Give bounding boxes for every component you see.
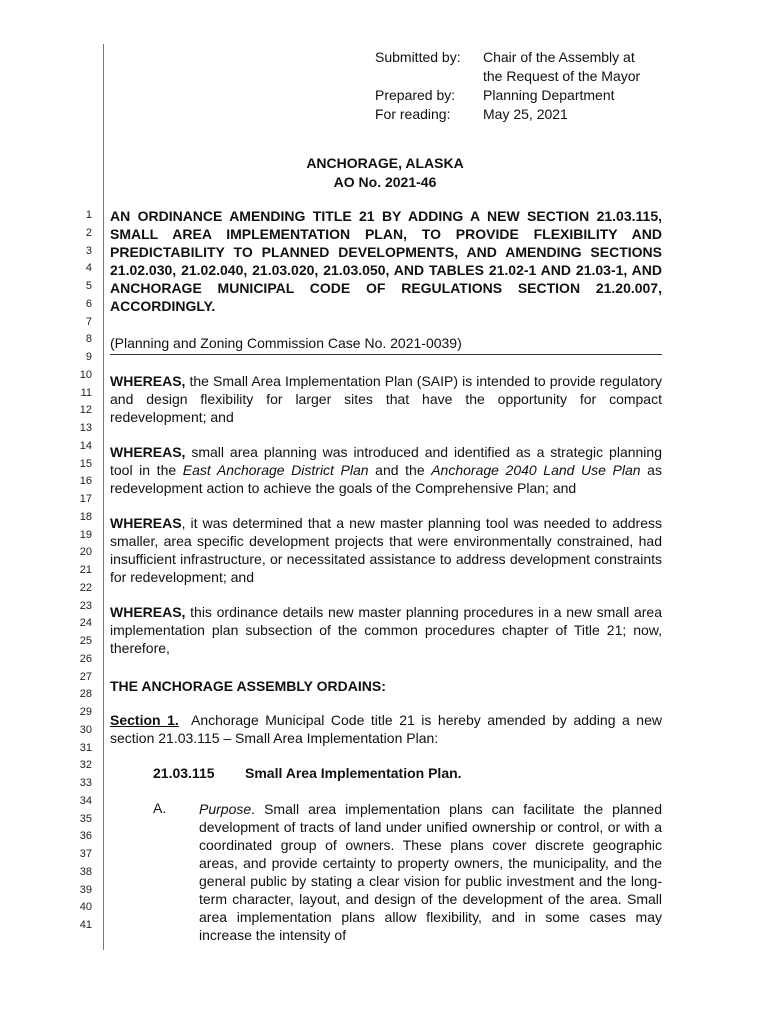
whereas-paragraph-2 [110, 443, 662, 497]
line-number: 16 [79, 475, 92, 488]
line-number: 4 [85, 262, 92, 275]
line-number: 6 [85, 297, 92, 310]
whereas-text: as redevelopment action to achieve the goals of the Comprehensive Plan; and [110, 462, 662, 496]
margin-rule [103, 44, 104, 950]
line-number: 29 [79, 706, 92, 718]
line-number: 30 [79, 723, 92, 736]
whereas-text: the Small Area Implementation Plan (SAIP) is intended to provide regulatory and design flexibility for larger sites that have the opportunity for compact redevelopment; and [110, 373, 662, 425]
whereas-lead: WHEREAS, [110, 444, 186, 460]
line-number: 24 [79, 617, 92, 630]
whereas-paragraph-1 [110, 372, 662, 426]
ordains-heading: THE ANCHORAGE ASSEMBLY ORDAINS: [110, 678, 386, 694]
subsection-number: 21.03.115 [153, 765, 215, 781]
whereas-paragraph-3 [110, 514, 662, 586]
title-ordinance-number: AO No. 2021-46 [333, 174, 437, 190]
line-number: 12 [79, 404, 92, 417]
section-1-paragraph [110, 711, 666, 747]
submission-header [375, 48, 640, 124]
line-number: 23 [79, 599, 92, 612]
whereas-paragraph-4 [110, 603, 662, 657]
line-number: 39 [79, 883, 92, 896]
reading-label: For reading: [375, 106, 451, 122]
line-number: 32 [79, 759, 92, 772]
submitted-label: Submitted by: [375, 49, 461, 65]
line-number: 21 [79, 564, 92, 576]
line-number: 41 [79, 919, 92, 931]
line-number: 35 [79, 812, 92, 825]
line-number: 36 [79, 830, 92, 843]
line-number: 34 [79, 794, 92, 807]
whereas-text: small area planning was introduced and identified as a strategic planning tool in the [110, 444, 662, 478]
line-number: 26 [79, 652, 92, 665]
item-a-text: . Small area implementation plans can facilitate the planned development of tracts of land under unified ownership or control, or with a coordinated group of owners. These plans cover discrete geographic areas, and provide certainty to property owners, the municipality, and the general public by stating a clear vision for public investment and the long-term character, layout, and design of the development of the area. Small area implementation plans allow flexibility, and in some cases may increase the intensity of [199, 801, 662, 943]
whereas-lead: WHEREAS, [110, 373, 186, 389]
subsection-title: Small Area Implementation Plan. [245, 765, 462, 781]
line-number: 14 [79, 439, 92, 452]
item-a-label: Purpose [199, 801, 252, 817]
line-number: 8 [85, 333, 92, 346]
line-number: 33 [79, 777, 92, 789]
line-number: 25 [79, 635, 92, 647]
line-number: 20 [79, 546, 92, 559]
whereas-text: and the [368, 462, 432, 478]
title-location: ANCHORAGE, ALASKA [306, 155, 464, 171]
line-number: 10 [79, 368, 92, 381]
subsection-heading [153, 765, 462, 781]
submitted-value: Chair of the Assembly at [483, 49, 635, 65]
section-1-label: Section 1. [110, 712, 179, 728]
line-number: 13 [79, 422, 92, 434]
section-1-text: Anchorage Municipal Code title 21 is hereby amended by adding a new section 21.03.115 – Small Area Implementation Plan: [110, 712, 666, 746]
line-number: 28 [79, 688, 92, 701]
item-a-letter: A. [153, 800, 167, 816]
reading-value: May 25, 2021 [483, 106, 568, 122]
ordinance-caption: AN ORDINANCE AMENDING TITLE 21 BY ADDING A NEW SECTION 21.03.115, SMALL AREA IMPLEMENTATION PLAN, TO PROVIDE FLEXIBILITY AND PREDICTABILITY TO PLANNED DEVELOPMENTS, AND AMENDING SECTIONS 21.02.030, 21.02.040, 21.03.020, 21.03.050, AND TABLES 21.02-1 AND 21.03-1, AND ANCHORAGE MUNICIPAL CODE OF REGULATIONS SECTION 21.20.007, ACCORDINGLY. [110, 208, 662, 314]
submitted-value-continued: the Request of the Mayor [483, 68, 641, 84]
plan-title-anchorage-2040: Anchorage 2040 Land Use Plan [431, 462, 641, 478]
line-number: 38 [79, 865, 92, 878]
line-number: 15 [79, 457, 92, 470]
line-number: 5 [85, 280, 92, 292]
line-number: 37 [79, 848, 92, 860]
line-number: 22 [79, 581, 92, 594]
item-a-purpose [199, 800, 662, 944]
line-number: 9 [85, 351, 92, 363]
line-number: 27 [79, 670, 92, 683]
whereas-lead: WHEREAS, [110, 604, 186, 620]
line-number: 40 [79, 901, 92, 914]
line-number: 19 [79, 528, 92, 541]
line-number: 7 [85, 315, 92, 328]
line-number: 18 [79, 510, 92, 523]
whereas-text: , it was determined that a new master planning tool was needed to address smaller, area specific development projects that were environmentally constrained, had insufficient infrastructure, or necessitated assistance to address development constraints for redevelopment; and [110, 515, 662, 585]
plan-title-east-anchorage: East Anchorage District Plan [182, 462, 369, 478]
line-number: 1 [85, 209, 92, 221]
prepared-value: Planning Department [483, 87, 615, 103]
whereas-text: this ordinance details new master planning procedures in a new small area implementation plan subsection of the common procedures chapter of Title 21; now, therefore, [110, 604, 662, 656]
prepared-label: Prepared by: [375, 87, 456, 103]
whereas-lead: WHEREAS [110, 515, 182, 531]
line-number: 31 [79, 741, 92, 754]
line-number: 3 [85, 244, 92, 257]
line-number: 2 [85, 226, 92, 239]
line-number: 11 [80, 386, 92, 399]
case-reference: (Planning and Zoning Commission Case No. 2021-0039) [110, 334, 662, 355]
line-number: 17 [79, 493, 92, 505]
